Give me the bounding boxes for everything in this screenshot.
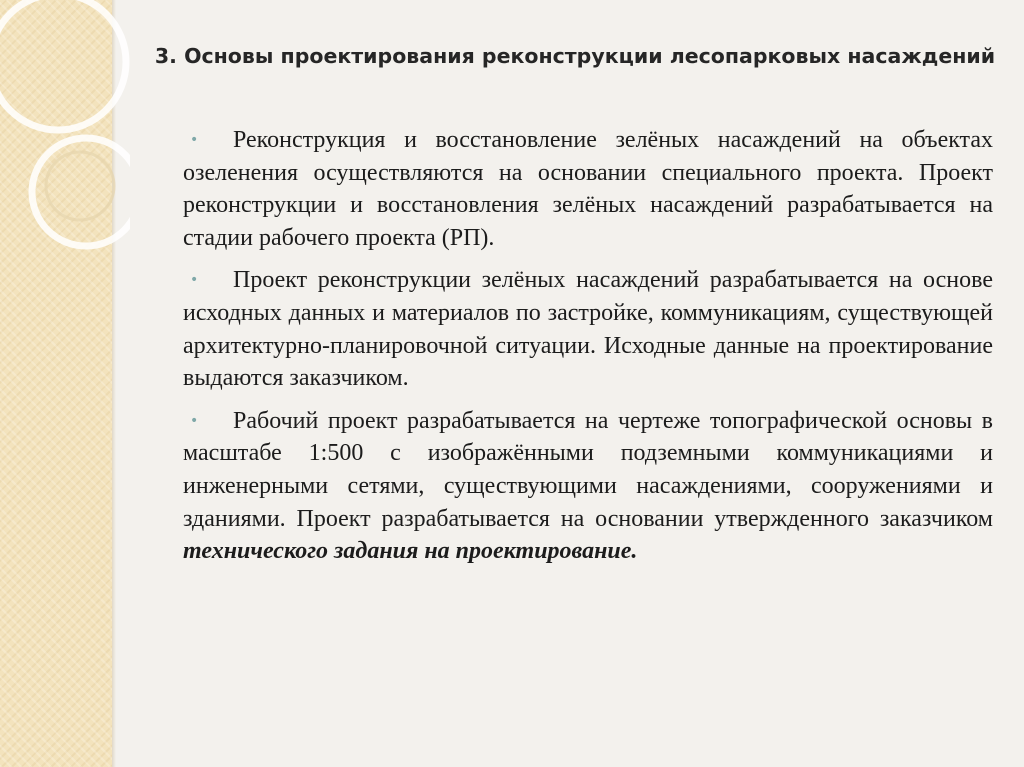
decorative-rings-icon	[0, 0, 130, 300]
bullet-paragraph	[183, 124, 993, 254]
slide-title: 3. Основы проектирования реконструкции лесопарковых насаждений	[154, 44, 996, 68]
bullet-icon: •	[190, 272, 199, 289]
bullet-icon: •	[190, 132, 199, 148]
bullet-paragraph	[183, 264, 993, 394]
paragraph-text: Проект реконструкции зелёных насаждений разрабатывается на основе исходных данных и материалов по застройке, коммуникациям, существующей архитектурно-планировочной ситуации. Исходные данные на проектирование выдаются заказчиком.	[183, 267, 993, 392]
paragraph-text: Рабочий проект разрабатывается на чертеже топографической основы в масштабе 1:500 с изображёнными подземными коммуникациями и инженерными сетями, существующими насаждениями, сооружениями и зданиями. Проект разрабатывается на основании утвержденного заказчиком	[183, 407, 993, 532]
bullet-icon: •	[190, 412, 199, 429]
slide-content	[183, 124, 993, 578]
paragraph-text: Реконструкция и восстановление зелёных насаждений на объектах озеленения осуществляются на основании специального проекта. Проект реконструкции и восстановления зелёных насаждений разрабатывается на стадии рабочего проекта (РП).	[183, 127, 993, 251]
bullet-paragraph	[183, 405, 993, 568]
emphasized-text: технического задания на проектирование.	[183, 538, 638, 565]
